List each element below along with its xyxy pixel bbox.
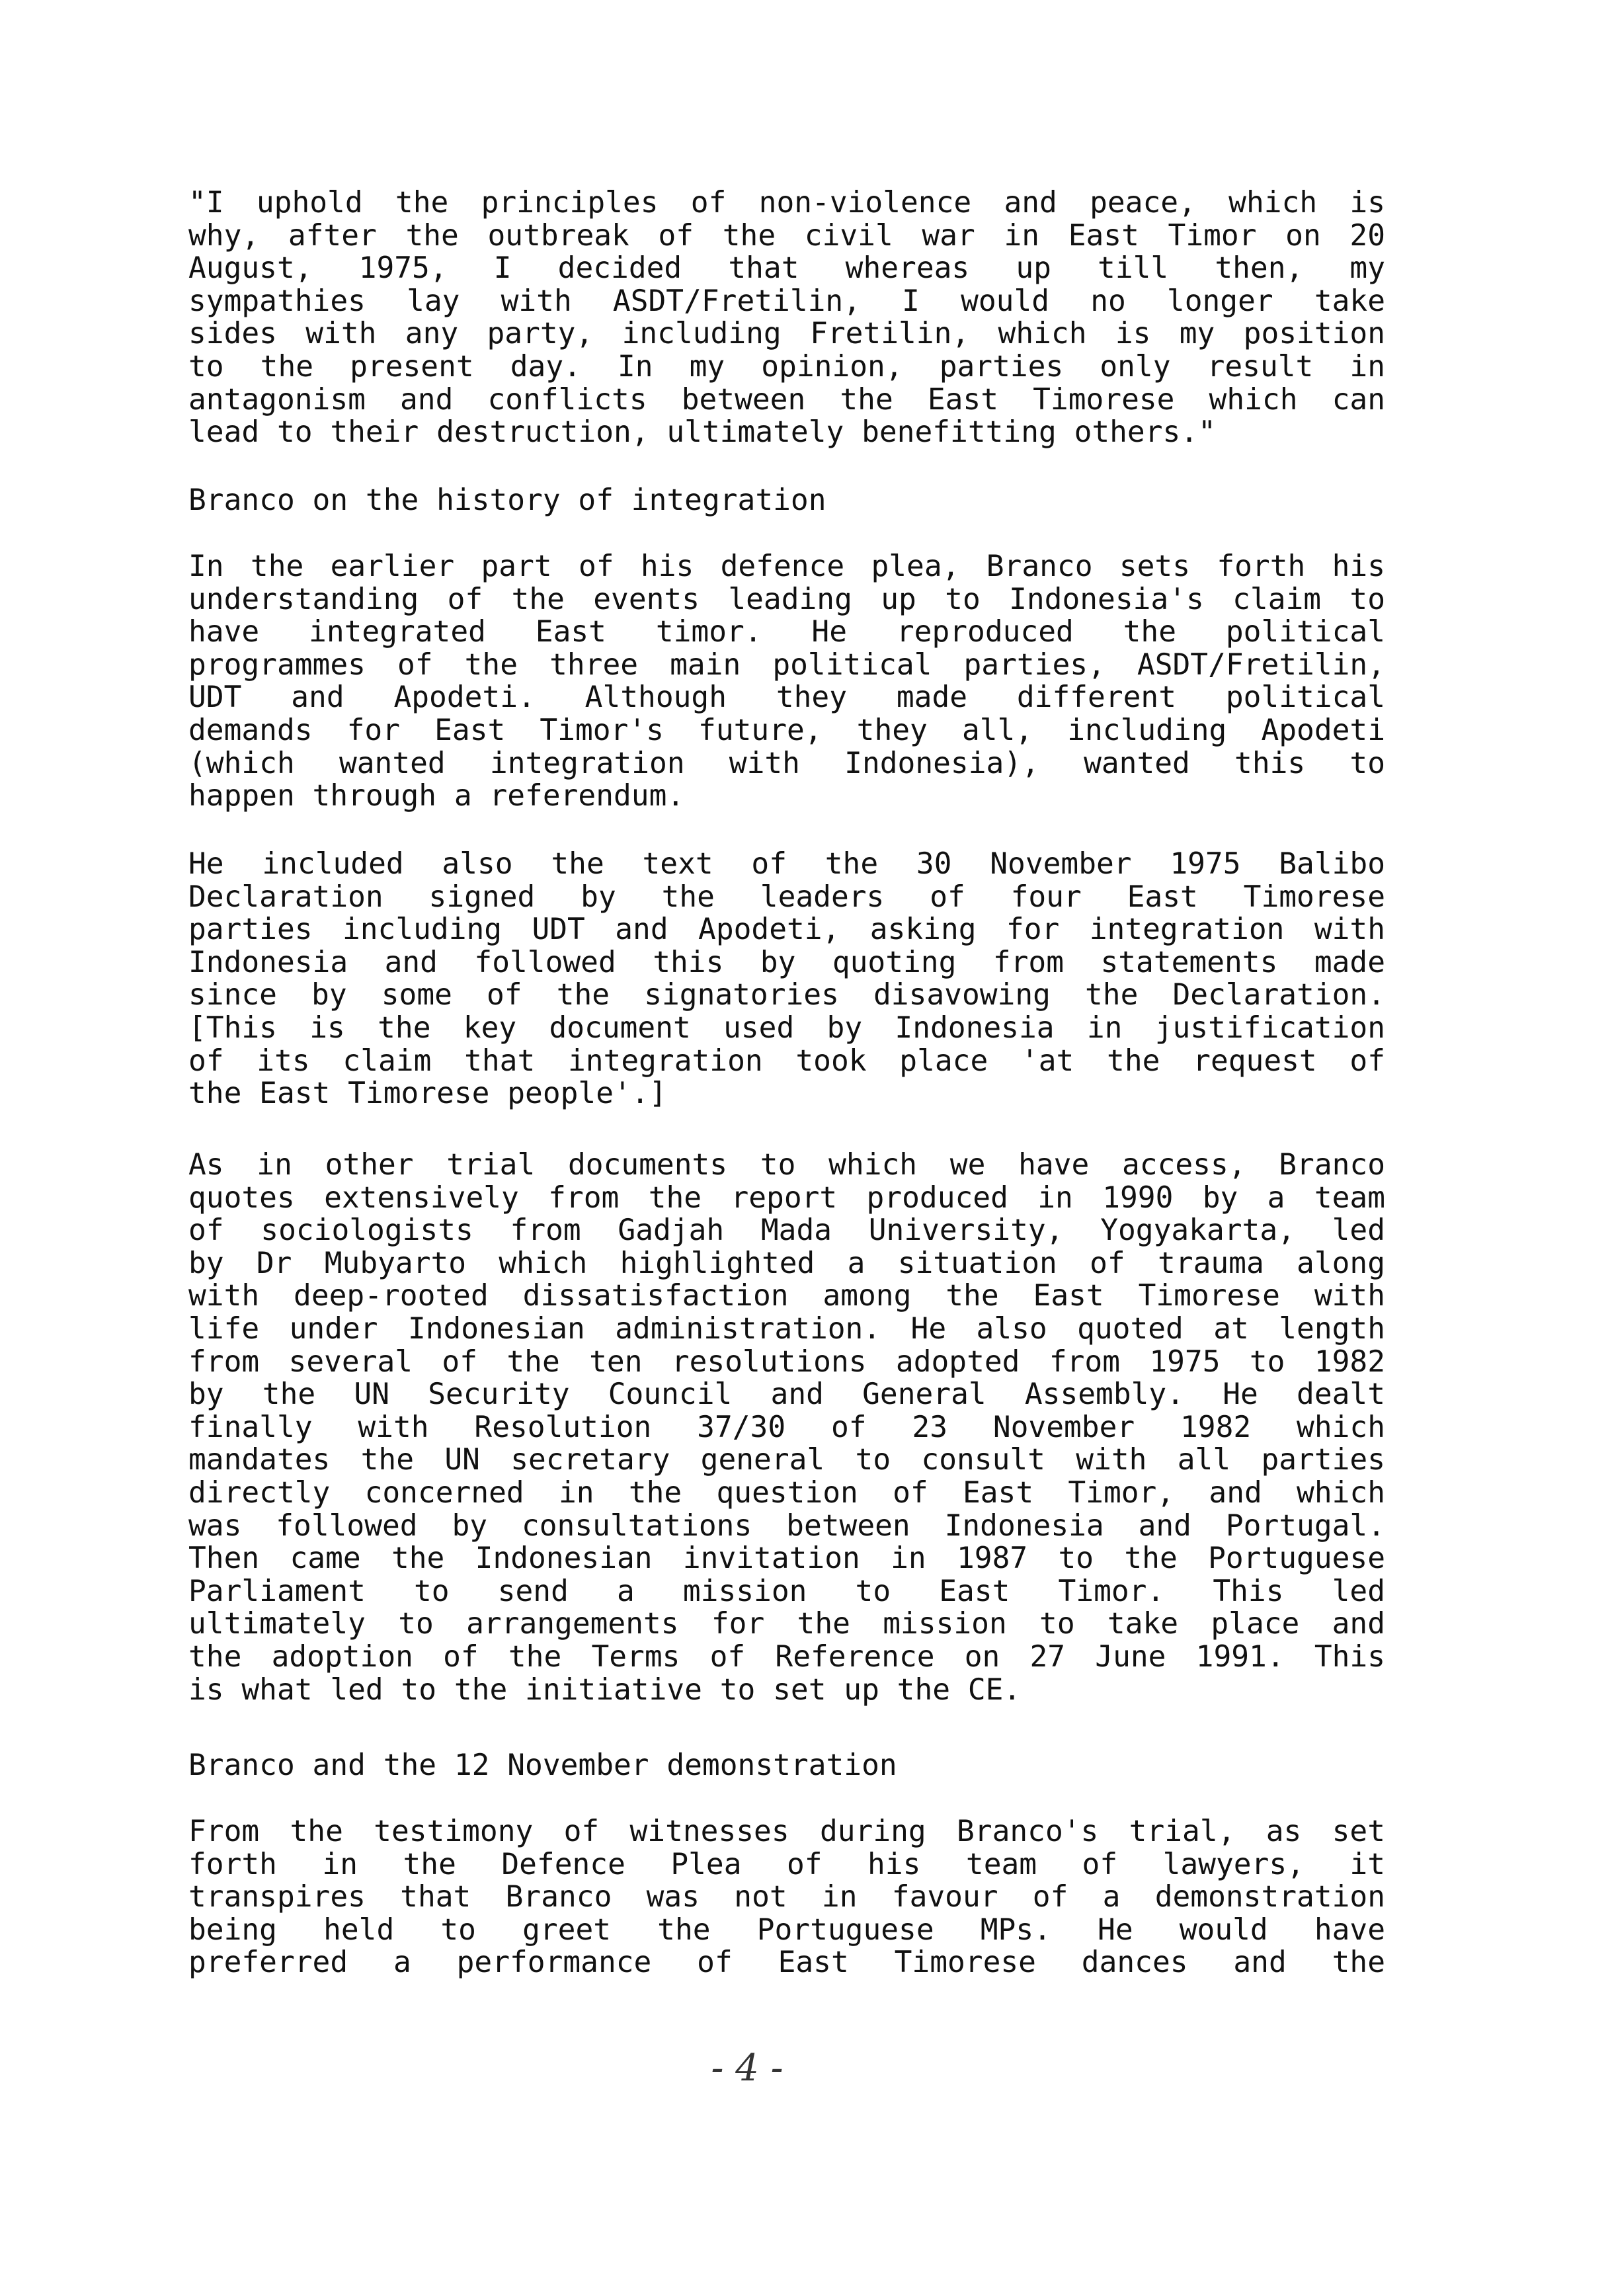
text-line: Declaration signed by the leaders of four East Timorese	[188, 880, 1385, 914]
text-line: transpires that Branco was not in favour of a demonstration	[188, 1880, 1385, 1914]
section-heading	[188, 1749, 1385, 1782]
page-number: - 4 -	[711, 2047, 784, 2090]
text-line: sides with any party, including Fretilin, which is my position	[188, 317, 1385, 351]
text-line: by Dr Mubyarto which highlighted a situation of trauma along	[188, 1246, 1385, 1280]
text-line: have integrated East timor. He reproduced the political	[188, 615, 1385, 649]
text-line: quotes extensively from the report produced in 1990 by a team	[188, 1180, 1385, 1215]
text-line: finally with Resolution 37/30 of 23 November 1982 which	[188, 1410, 1385, 1444]
heading-text: Branco and the 12 November demonstration	[188, 1748, 897, 1782]
text-line: with deep-rooted dissatisfaction among the East Timorese with	[188, 1279, 1385, 1313]
text-line: why, after the outbreak of the civil war in East Timor on 20	[188, 218, 1385, 253]
text-line: August, 1975, I decided that whereas up till then, my	[188, 251, 1385, 286]
paragraph	[188, 1149, 1385, 1706]
text-line: understanding of the events leading up to Indonesia's claim to	[188, 582, 1385, 616]
text-line: UDT and Apodeti. Although they made different political	[188, 680, 1385, 715]
text-line: He included also the text of the 30 November 1975 Balibo	[188, 847, 1385, 881]
text-line: of sociologists from Gadjah Mada University, Yogyakarta, led	[188, 1213, 1385, 1248]
paragraph	[188, 1815, 1385, 1979]
text-line: by the UN Security Council and General Assembly. He dealt	[188, 1377, 1385, 1412]
section-heading	[188, 484, 1385, 517]
paragraph-quote	[188, 186, 1385, 449]
text-line: "I uphold the principles of non-violence and peace, which is	[188, 186, 1385, 220]
text-line: was followed by consultations between Indonesia and Portugal.	[188, 1508, 1385, 1543]
text-line: the adoption of the Terms of Reference on 27 June 1991. This	[188, 1639, 1385, 1674]
text-line: sympathies lay with ASDT/Fretilin, I would no longer take	[188, 284, 1385, 318]
text-line: (which wanted integration with Indonesia), wanted this to	[188, 746, 1385, 780]
text-line: happen through a referendum.	[188, 779, 685, 813]
text-line: ultimately to arrangements for the mission to take place and	[188, 1607, 1385, 1641]
text-line: programmes of the three main political parties, ASDT/Fretilin,	[188, 647, 1385, 682]
text-line: to the present day. In my opinion, parties only result in	[188, 349, 1385, 384]
text-line: the East Timorese people'.]	[188, 1077, 667, 1111]
text-line: From the testimony of witnesses during Branco's trial, as set	[188, 1815, 1385, 1848]
text-line: mandates the UN secretary general to consult with all parties	[188, 1443, 1385, 1477]
text-line: is what led to the initiative to set up the CE.	[188, 1672, 1022, 1707]
paragraph	[188, 550, 1385, 813]
text-line: parties including UDT and Apodeti, asking for integration with	[188, 913, 1385, 947]
text-line: In the earlier part of his defence plea, Branco sets forth his	[188, 550, 1385, 583]
text-line: directly concerned in the question of East Timor, and which	[188, 1475, 1385, 1510]
text-line: demands for East Timor's future, they all, including Apodeti	[188, 713, 1385, 747]
text-line: preferred a performance of East Timorese dances and the	[188, 1946, 1385, 1980]
text-line: Parliament to send a mission to East Timor. This led	[188, 1574, 1385, 1608]
text-line: [This is the key document used by Indonesia in justification	[188, 1010, 1385, 1045]
text-line: Then came the Indonesian invitation in 1987 to the Portuguese	[188, 1541, 1385, 1576]
text-line: life under Indonesian administration. He also quoted at length	[188, 1311, 1385, 1346]
heading-text: Branco on the history of integration	[188, 483, 826, 517]
text-line: of its claim that integration took place 'at the request of	[188, 1044, 1385, 1078]
text-line: being held to greet the Portuguese MPs. He would have	[188, 1912, 1385, 1947]
text-line: lead to their destruction, ultimately benefitting others."	[188, 415, 1216, 450]
text-line: antagonism and conflicts between the East Timorese which can	[188, 382, 1385, 417]
paragraph	[188, 848, 1385, 1110]
text-line: since by some of the signatories disavowing the Declaration.	[188, 978, 1385, 1012]
text-line: As in other trial documents to which we have access, Branco	[188, 1148, 1385, 1182]
text-line: Indonesia and followed this by quoting from statements made	[188, 945, 1385, 979]
text-line: forth in the Defence Plea of his team of lawyers, it	[188, 1847, 1385, 1881]
text-line: from several of the ten resolutions adopted from 1975 to 1982	[188, 1344, 1385, 1379]
